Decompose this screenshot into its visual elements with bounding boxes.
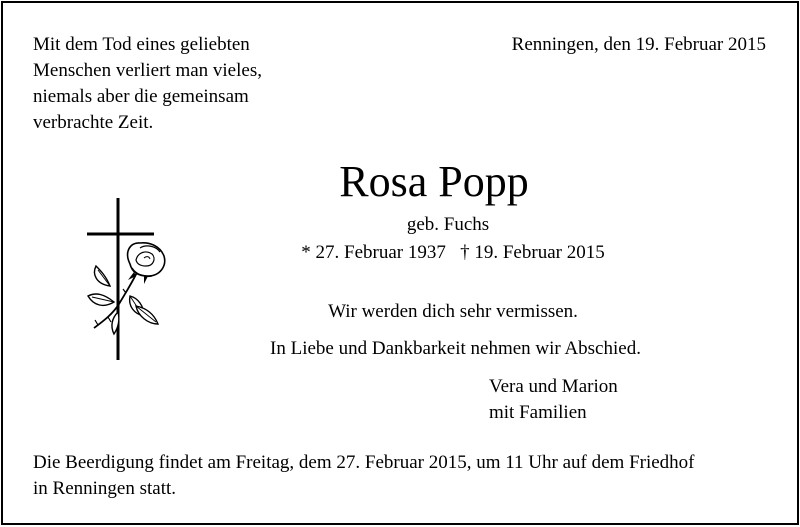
- message-thanks: In Liebe und Dankbarkeit nehmen wir Abschied.: [270, 338, 641, 359]
- memorial-quote: [33, 32, 262, 136]
- funeral-line: in Renningen statt.: [33, 478, 177, 499]
- message-miss: Wir werden dich sehr vermissen.: [328, 301, 578, 322]
- mourner-line: mit Familien: [489, 402, 587, 423]
- mourners: [489, 374, 618, 426]
- place-and-date: Renningen, den 19. Februar 2015: [511, 34, 766, 55]
- funeral-notice: [33, 450, 695, 502]
- quote-line: Menschen verliert man vieles,: [33, 60, 262, 81]
- funeral-line: Die Beerdigung findet am Freitag, dem 27. Februar 2015, um 11 Uhr auf dem Friedhof: [33, 452, 695, 473]
- deceased-name: Rosa Popp: [339, 157, 529, 206]
- quote-line: Mit dem Tod eines geliebten: [33, 34, 250, 55]
- quote-line: verbrachte Zeit.: [33, 112, 154, 133]
- life-dates: * 27. Februar 1937 † 19. Februar 2015: [301, 242, 605, 263]
- quote-line: niemals aber die gemeinsam: [33, 86, 249, 107]
- maiden-name: geb. Fuchs: [406, 214, 490, 235]
- mourner-line: Vera und Marion: [489, 376, 618, 397]
